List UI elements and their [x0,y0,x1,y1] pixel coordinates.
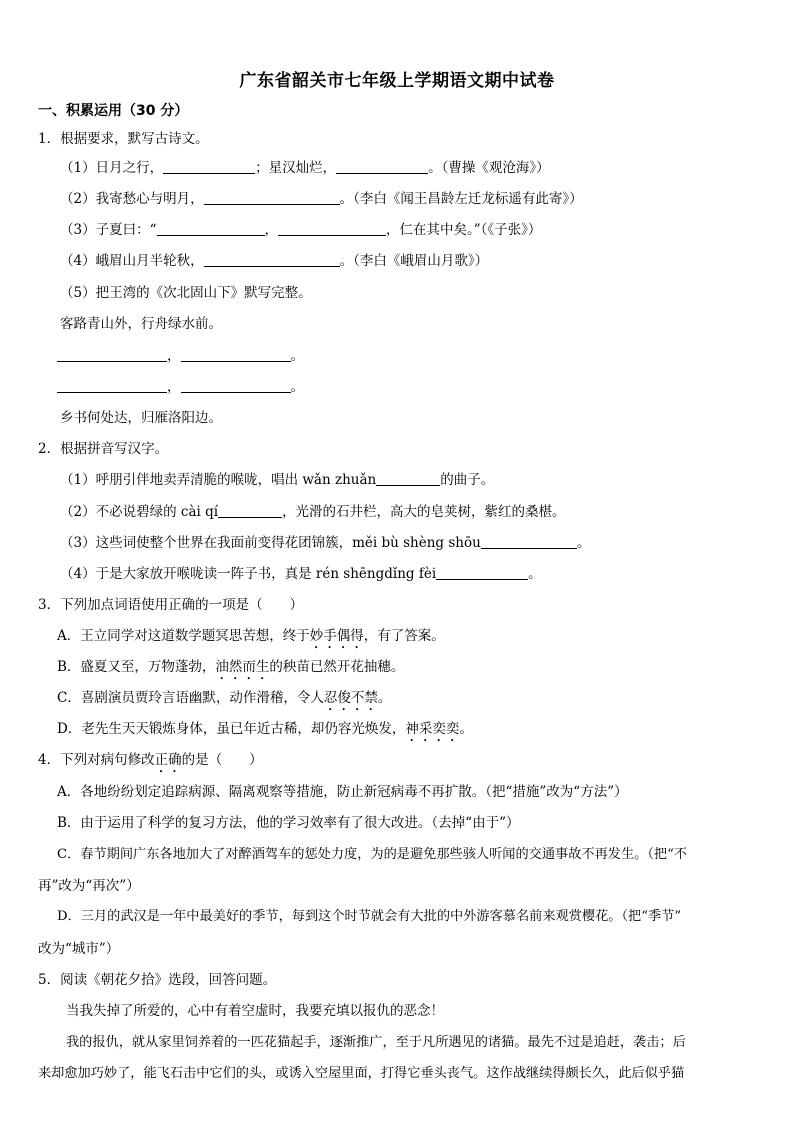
dotted-term: 神采奕奕 [405,721,460,737]
punct: ， [167,379,181,395]
option-text: C．喜剧演员贾玲言语幽默，动作滑稽，令人 [57,690,324,706]
poem-blank-row-1 [57,346,304,366]
option-text: B．盛夏又至，万物蓬勃， [57,659,216,675]
punct: ， [167,348,181,364]
q3-option-b[interactable] [57,657,404,683]
answer-blank[interactable] [336,159,428,174]
answer-blank[interactable] [181,378,291,393]
poem-line-1: 客路青山外，行舟绿水前。 [60,316,222,332]
q2-item-4-text-b: 。 [528,566,542,582]
q2-item-3-text-a: （3）这些词使整个世界在我面前变得花团锦簇，měi bù shèng shōu [60,535,481,551]
dotted-term: 正确 [154,752,182,768]
q1-item-2-text-a: （2）我寄愁心与明月， [60,191,204,207]
q2-item-1 [60,470,494,490]
stem-text: 的是（ ） [181,752,263,768]
q2-item-4 [60,564,542,584]
passage-paragraph-2-line1: 我的报仇，就从家里饲养着的一匹花猫起手，逐渐推广，至于凡所遇见的诸猫。最先不过是追赶，袭击；后 [66,1035,686,1050]
q2-item-1-text-b: 的曲子。 [440,472,495,488]
section-heading: 一、积累运用（30 分） [38,103,189,119]
option-text: ，有了答案。 [363,628,445,644]
q2-item-4-text-a: （4）于是大家放开喉咙读一阵子书，真是 rén shēngdǐng fèi [60,566,437,582]
answer-blank[interactable] [436,565,528,580]
answer-blank[interactable] [163,159,255,174]
option-text: A．王立同学对这道数学题冥思苦想，终于 [57,628,310,644]
question-3-stem: 3．下列加点词语使用正确的一项是（ ） [38,597,304,613]
q1-item-1 [60,158,550,178]
option-text: 。 [459,721,473,737]
q4-option-d-line1[interactable]: D．三月的武汉是一年中最美好的季节，每到这个时节就会有大批的中外游客慕名前来观赏樱花。（把“季节” [57,909,682,924]
q2-item-2-text-b: ，光滑的石井栏，高大的皂荚树，紫红的桑椹。 [282,504,566,520]
passage-paragraph-1: 当我失掉了所爱的，心中有着空虚时，我要充填以报仇的恶念！ [66,1003,444,1019]
question-1-stem: 1．根据要求，默写古诗文。 [38,131,209,147]
q4-option-c-line2: 再”改为“再次”） [38,878,140,894]
q1-item-4 [60,251,488,271]
answer-blank[interactable] [376,471,440,486]
poem-blank-row-2 [57,377,304,397]
q2-item-2-text-a: （2）不必说碧绿的 cài qí [60,504,219,520]
dotted-term: 妙手偶得 [309,628,364,644]
dotted-term: 忍俊不禁 [323,690,378,706]
q1-item-3-text-a: （3）子夏曰：“ [60,222,157,238]
q3-option-a[interactable] [57,626,445,652]
q1-item-5: （5）把王湾的《次北固山下》默写完整。 [60,285,312,301]
poem-line-last: 乡书何处达，归雁洛阳边。 [60,410,222,426]
answer-blank[interactable] [181,347,291,362]
question-2-stem: 2．根据拼音写汉字。 [38,441,169,457]
question-5-stem: 5．阅读《朝花夕拾》选段，回答问题。 [38,972,277,988]
q2-item-3 [60,533,590,553]
dotted-term: 油然而生 [215,659,270,675]
answer-blank[interactable] [218,503,282,518]
q4-option-b[interactable]: B．由于运用了科学的复习方法，他的学习效率有了很大改进。（去掉“由于”） [57,815,520,831]
answer-blank[interactable] [157,221,265,236]
option-text: D．老先生天天锻炼身体，虽已年近古稀，却仍容光焕发， [57,721,406,737]
q2-item-3-text-b: 。 [576,535,591,551]
q3-option-d[interactable] [57,719,473,745]
q3-option-c[interactable] [57,688,391,714]
question-4-stem [38,750,263,776]
passage-paragraph-2-line2: 来却愈加巧妙了，能飞石击中它们的头，或诱入空屋里面，打得它垂头丧气。这作战继续得颇长久，此后似乎猫 [38,1066,685,1081]
q4-option-a[interactable]: A．各地纷纷划定追踪病源、隔离观察等措施，防止新冠病毒不再扩散。（把“措施”改为“方法”） [57,784,628,800]
answer-blank[interactable] [278,221,386,236]
q4-option-d-line2: 改为“城市”） [38,941,120,957]
q1-item-1-text-a: （1）日月之行， [60,160,164,176]
q1-item-4-text-b: 。（李白《峨眉山月歌》） [339,253,489,269]
q1-item-1-text-b: ；星汉灿烂， [255,160,337,176]
q1-item-2-text-b: 。（李白《闻王昌龄左迁龙标遥有此寄》） [339,191,583,207]
q4-option-c-line1[interactable]: C．春节期间广东各地加大了对醉酒驾车的惩处力度，为的是避免那些骇人听闻的交通事故不再发生。（把“不 [57,847,688,862]
q1-item-3 [60,220,541,240]
q1-item-1-text-c: 。（曹操《观沧海》） [428,160,550,176]
punct: 。 [290,348,304,364]
q1-item-3-text-b: ， [264,222,278,238]
option-text: 的秧苗已然开花抽穗。 [269,659,405,675]
q1-item-2 [60,189,583,209]
answer-blank[interactable] [57,347,167,362]
q1-item-4-text-a: （4）峨眉山月半轮秋， [60,253,204,269]
answer-blank[interactable] [57,378,167,393]
page-title: 广东省韶关市七年级上学期语文期中试卷 [239,71,555,91]
q1-item-3-text-c: ，仁在其中矣。”（《子张》） [386,222,542,238]
option-text: 。 [377,690,392,706]
q2-item-2 [60,502,566,522]
answer-blank[interactable] [481,534,577,549]
punct: 。 [290,379,304,395]
q2-item-1-text-a: （1）呼朋引伴地卖弄清脆的喉咙，唱出 wǎn zhuǎn [60,472,377,488]
answer-blank[interactable] [204,252,340,267]
stem-text: 4．下列对病句修改 [38,752,155,768]
answer-blank[interactable] [204,190,340,205]
